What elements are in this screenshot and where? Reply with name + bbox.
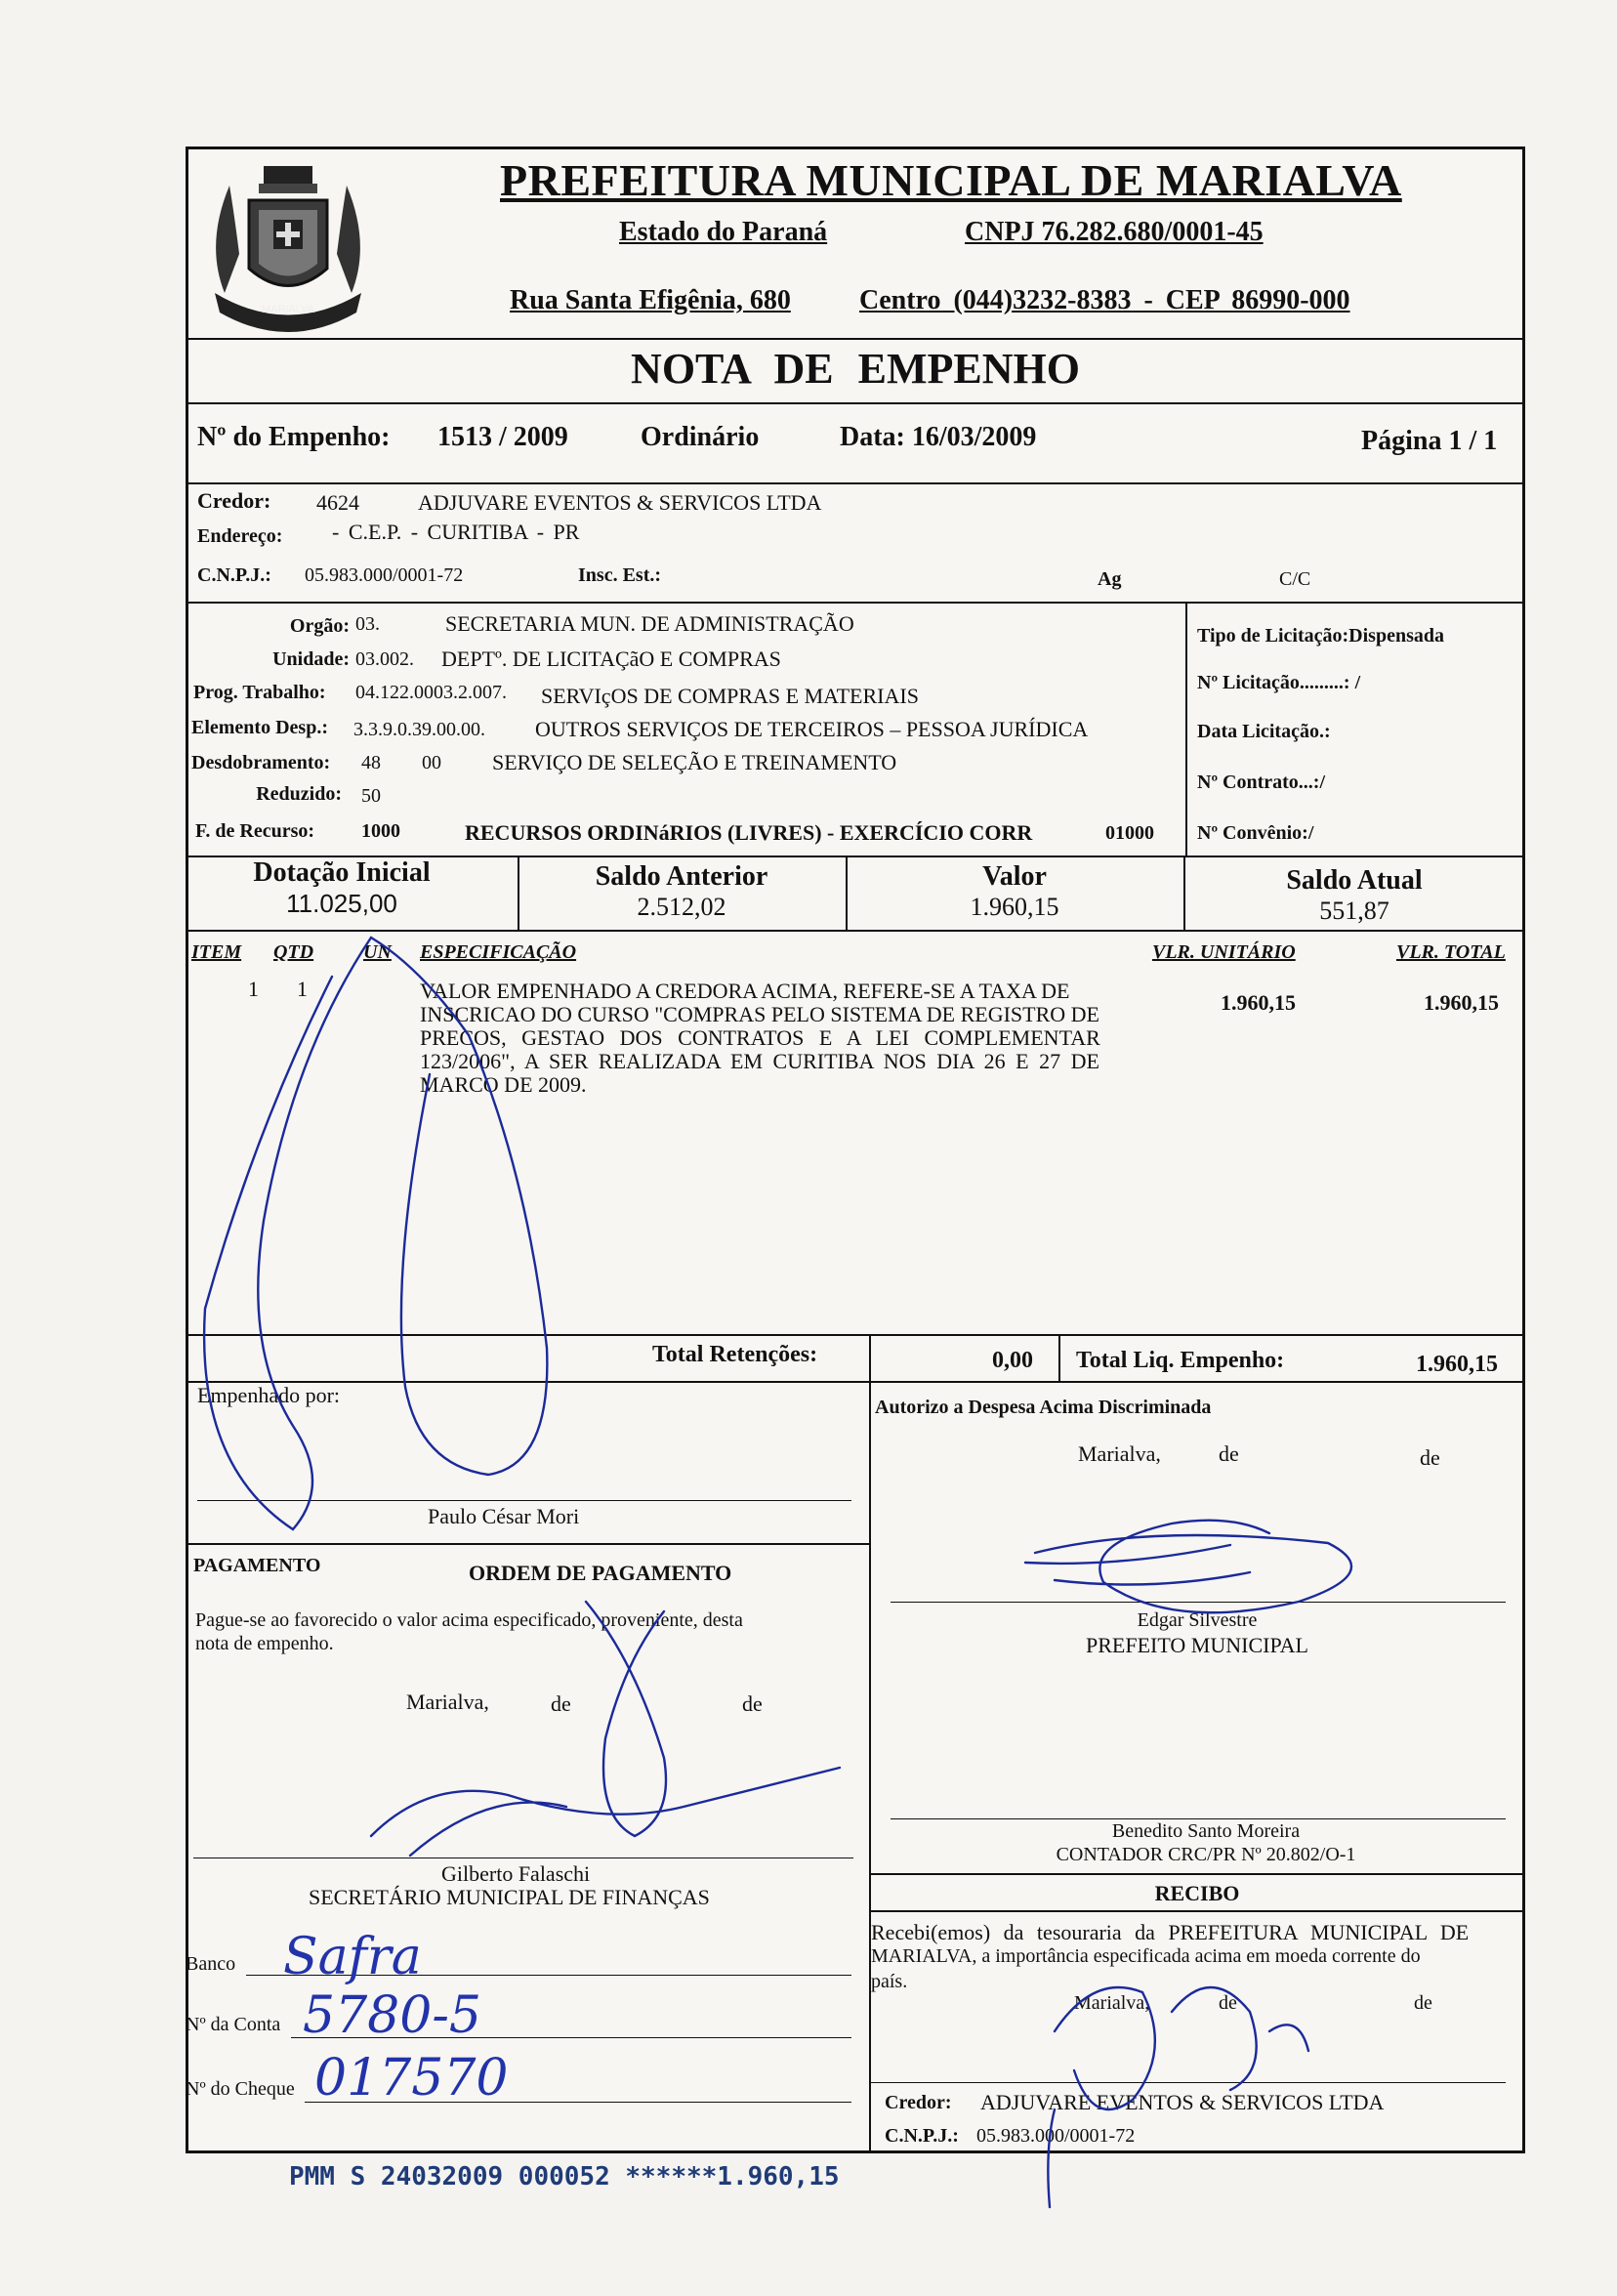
pagamento-label: PAGAMENTO [193, 1555, 321, 1576]
desdobramento-name: SERVIÇO DE SELEÇÃO E TREINAMENTO [492, 750, 897, 774]
payment-stamp: PMM S 24032009 000052 ******1.960,15 [289, 2162, 840, 2192]
valor-label: Valor [982, 861, 1047, 892]
prefeito-title: PREFEITO MUNICIPAL [1086, 1633, 1308, 1657]
item-spec-line: MARCO DE 2009. [420, 1072, 587, 1097]
reduzido-label: Reduzido: [256, 783, 342, 805]
saldo-atual-value: 551,87 [1319, 897, 1389, 925]
divider [186, 482, 1525, 484]
banco-handwriting: Safra [283, 1928, 422, 1986]
licitacao-data: Data Licitação.: [1197, 721, 1331, 742]
divider [869, 1873, 1525, 1875]
divider [186, 402, 1525, 404]
signature-line [891, 1602, 1506, 1603]
signature-line [197, 1500, 851, 1501]
recibo-de-1: de [1219, 1992, 1237, 2014]
orgao-label: Orgão: [289, 615, 350, 637]
cheque-label: Nº do Cheque [186, 2078, 295, 2100]
svg-text:MARIALVA: MARIALVA [262, 304, 314, 315]
cheque-handwriting: 017570 [314, 2049, 509, 2108]
saldo-anterior-label: Saldo Anterior [595, 861, 768, 892]
item-spec-line: VALOR EMPENHADO A CREDORA ACIMA, REFERE-SE A TAXA DE [420, 979, 1070, 1003]
signature-line [871, 2082, 1506, 2083]
state-text: Estado do Paraná [619, 217, 828, 247]
pagamento-text: Pague-se ao favorecido o valor acima especificado, proveniente, desta [195, 1609, 743, 1631]
pagamento-de-1: de [551, 1691, 571, 1716]
valor-value: 1.960,15 [970, 893, 1059, 921]
empenho-number: 1513 / 2009 [437, 422, 568, 452]
recibo-cnpj: 05.983.000/0001-72 [976, 2125, 1136, 2147]
unidade-code: 03.002. [355, 648, 414, 670]
recibo-text: país. [871, 1971, 908, 1992]
col-qtd: QTD [273, 941, 314, 963]
elemento-code: 3.3.9.0.39.00.00. [353, 719, 485, 740]
divider [186, 338, 1525, 340]
item-total-value: 1.960,15 [1424, 990, 1499, 1015]
recurso-ref: 01000 [1105, 822, 1154, 844]
retencoes-label: Total Retenções: [652, 1342, 818, 1367]
prog-name: SERVIçOS DE COMPRAS E MATERIAIS [541, 684, 919, 708]
unidade-label: Unidade: [272, 648, 350, 670]
insc-est-label: Insc. Est.: [578, 564, 662, 586]
item-spec-line: INSCRICAO DO CURSO "COMPRAS PELO SISTEMA DE REGISTRO DE [420, 1002, 1099, 1026]
empenho-date: Data: 16/03/2009 [840, 422, 1037, 452]
prog-code: 04.122.0003.2.007. [355, 682, 507, 703]
liquido-label: Total Liq. Empenho: [1076, 1348, 1285, 1373]
item-unit-value: 1.960,15 [1221, 990, 1296, 1015]
district-phone-cep: Centro (044)3232-8383 - CEP 86990-000 [859, 285, 1350, 315]
recibo-title: RECIBO [1154, 1881, 1240, 1905]
item-qty: 1 [297, 977, 308, 1001]
liquido-value: 1.960,15 [1416, 1352, 1498, 1377]
divider [869, 1910, 1525, 1912]
recibo-cnpj-label: C.N.P.J.: [885, 2125, 959, 2147]
divider [186, 930, 1525, 932]
conta-label: Nº da Conta [186, 2014, 281, 2035]
col-unit-value: VLR. UNITÁRIO [1152, 941, 1296, 963]
desdobramento-b: 00 [422, 752, 441, 773]
address-label: Endereço: [197, 525, 283, 547]
item-spec-line: PRECOS, GESTAO DOS CONTRATOS E A LEI COMPLEMENTAR [420, 1025, 1100, 1050]
recibo-credor-label: Credor: [885, 2092, 952, 2113]
divider [186, 1381, 1525, 1383]
recurso-label: F. de Recurso: [195, 820, 315, 842]
pagamento-text: nota de empenho. [195, 1633, 334, 1654]
saldo-atual-label: Saldo Atual [1286, 865, 1423, 896]
divider [869, 1381, 871, 2152]
empenho-type: Ordinário [641, 422, 760, 452]
autorizo-de-1: de [1219, 1441, 1239, 1466]
contador-title: CONTADOR CRC/PR Nº 20.802/O-1 [1056, 1844, 1356, 1865]
retencoes-value: 0,00 [992, 1348, 1033, 1373]
divider [186, 1543, 869, 1545]
item-number: 1 [248, 977, 259, 1001]
empenhado-name: Paulo César Mori [428, 1504, 580, 1528]
empenho-number-label: Nº do Empenho: [197, 422, 391, 452]
coat-of-arms-logo [195, 146, 381, 342]
contador-name: Benedito Santo Moreira [1111, 1820, 1301, 1842]
credor-cnpj-label: C.N.P.J.: [197, 564, 271, 586]
elemento-label: Elemento Desp.: [191, 717, 328, 738]
unidade-name: DEPTº. DE LICITAÇãO E COMPRAS [441, 647, 781, 671]
autorizo-de-2: de [1420, 1445, 1440, 1470]
secretario-title: SECRETÁRIO MUNICIPAL DE FINANÇAS [309, 1885, 710, 1909]
recibo-text: MARIALVA, a importância especificada acima em moeda corrente do [871, 1945, 1421, 1967]
cc-label: C/C [1279, 568, 1311, 590]
conta-handwriting: 5780-5 [303, 1986, 481, 2045]
divider [186, 1334, 1525, 1336]
elemento-name: OUTROS SERVIÇOS DE TERCEIROS – PESSOA JURÍDICA [535, 717, 1089, 741]
dotacao-value: 11.025,00 [286, 889, 397, 918]
recurso-code: 1000 [361, 820, 400, 842]
doc-title: NOTA DE EMPENHO [631, 345, 1080, 393]
pagamento-city: Marialva, [406, 1690, 489, 1714]
credor-cnpj: 05.983.000/0001-72 [305, 564, 464, 586]
divider [1058, 1334, 1060, 1381]
prefeito-name: Edgar Silvestre [1137, 1609, 1258, 1631]
desdobramento-a: 48 [361, 752, 381, 773]
empenhado-por-label: Empenhado por: [197, 1383, 341, 1407]
autorizo-city: Marialva, [1078, 1441, 1161, 1466]
recibo-text: Recebi(emos) da tesouraria da PREFEITURA MUNICIPAL DE [871, 1920, 1470, 1944]
convenio-numero: Nº Convênio:/ [1197, 822, 1314, 844]
banco-label: Banco [186, 1953, 236, 1975]
orgao-code: 03. [355, 613, 380, 635]
recibo-credor-name: ADJUVARE EVENTOS & SERVICOS LTDA [980, 2090, 1385, 2114]
address-text: Rua Santa Efigênia, 680 [510, 285, 791, 315]
orgao-name: SECRETARIA MUN. DE ADMINISTRAÇÃO [445, 611, 854, 636]
prog-label: Prog. Trabalho: [193, 682, 326, 703]
pagamento-de-2: de [742, 1691, 763, 1716]
licitacao-numero: Nº Licitação.........: / [1197, 672, 1361, 693]
page-number: Página 1 / 1 [1361, 426, 1498, 456]
page-title: PREFEITURA MUNICIPAL DE MARIALVA [500, 155, 1402, 205]
col-spec: ESPECIFICAÇÃO [420, 941, 577, 963]
recibo-city: Marialva, [1074, 1992, 1150, 2014]
contrato-numero: Nº Contrato...:/ [1197, 772, 1326, 793]
cnpj-text: CNPJ 76.282.680/0001-45 [965, 217, 1264, 247]
col-un: UN [363, 941, 392, 963]
signature-line [891, 1818, 1506, 1819]
desdobramento-label: Desdobramento: [191, 752, 331, 773]
divider [186, 602, 1525, 604]
recibo-de-2: de [1414, 1992, 1432, 2014]
reduzido-value: 50 [361, 785, 381, 807]
autorizo-text: Autorizo a Despesa Acima Discriminada [875, 1397, 1212, 1418]
credor-address: - C.E.P. - CURITIBA - PR [332, 520, 580, 544]
dotacao-label: Dotação Inicial [253, 857, 431, 888]
col-total-value: VLR. TOTAL [1396, 941, 1506, 963]
secretario-name: Gilberto Falaschi [441, 1861, 591, 1886]
recurso-name: RECURSOS ORDINáRIOS (LIVRES) - EXERCÍCIO CORR [465, 820, 1033, 845]
ag-label: Ag [1098, 568, 1122, 590]
ordem-pagamento-title: ORDEM DE PAGAMENTO [469, 1561, 732, 1585]
licitacao-tipo: Tipo de Licitação:Dispensada [1197, 625, 1444, 647]
credor-name: ADJUVARE EVENTOS & SERVICOS LTDA [418, 490, 822, 515]
divider [1185, 602, 1187, 856]
credor-label: Credor: [197, 488, 271, 513]
divider [869, 1334, 871, 1381]
saldo-anterior-value: 2.512,02 [637, 893, 726, 921]
credor-code: 4624 [316, 490, 359, 515]
item-spec-line: 123/2006", A SER REALIZADA EM CURITIBA NOS DIA 26 E 27 DE [420, 1049, 1099, 1073]
col-item: ITEM [191, 941, 242, 963]
